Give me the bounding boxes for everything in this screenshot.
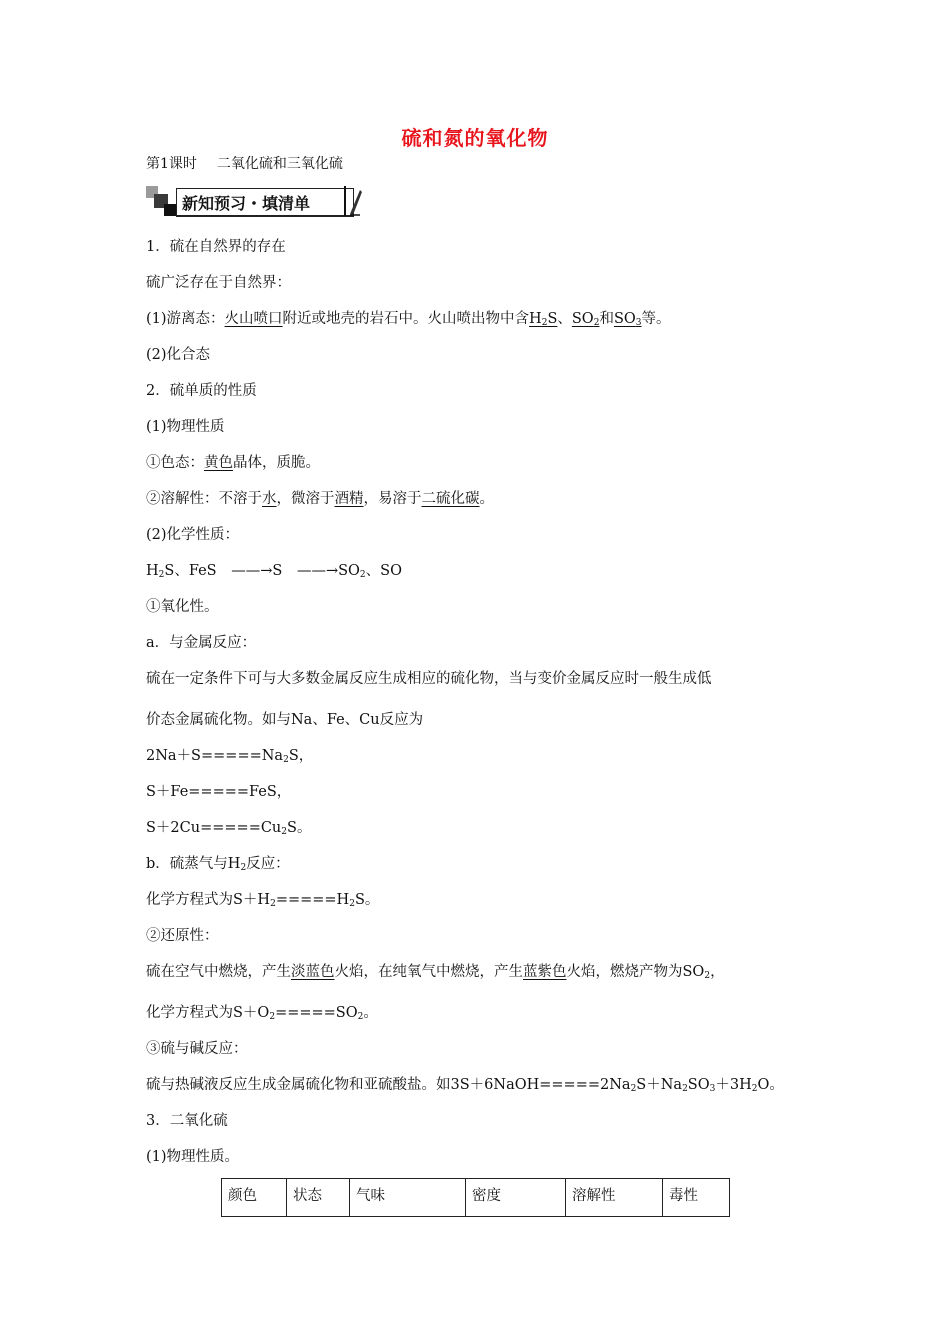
s3-physical: (1)物理性质。 <box>146 1149 240 1165</box>
table-header-cell: 颜色 <box>222 1179 287 1217</box>
blank-answer: 酒精 <box>334 491 364 507</box>
s2-metal-desc-2: 价态金属硫化物。如与Na、Fe、Cu反应为 <box>146 712 424 728</box>
s1-intro: 硫广泛存在于自然界： <box>146 275 291 291</box>
table-row <box>222 1179 730 1217</box>
s2-chemical: (2)化学性质： <box>146 527 240 543</box>
blank-answer-so2: $SO_2$ <box>571 311 600 328</box>
table-header-cell: 毒性 <box>663 1179 730 1217</box>
section-banner <box>146 184 362 218</box>
page-title: 硫和氮的氧化物 <box>401 126 549 150</box>
arrow-icon: ——→ <box>231 563 273 579</box>
lesson-topic: 二氧化硫和三氧化硫 <box>216 156 343 172</box>
so2-properties-table <box>221 1178 730 1217</box>
s2-metal-desc-1: 硫在一定条件下可与大多数金属反应生成相应的硫化物，当与变价金属反应时一般生成低 <box>146 671 712 687</box>
s2-metal-reaction: a．与金属反应： <box>146 635 257 651</box>
s2-valence-chain: $H_2S$、FeS ——→S $——\to SO_2$、SO <box>146 563 402 580</box>
s1-combined-state: (2)化合态 <box>146 347 211 363</box>
s3-heading: 3．二氧化硫 <box>146 1113 228 1129</box>
lesson-number: 第1课时 <box>146 156 197 172</box>
table-header-cell: 密度 <box>466 1179 566 1217</box>
s1-heading: 1．硫在自然界的存在 <box>146 239 286 255</box>
banner-label: 新知预习・填清单 <box>182 194 311 213</box>
s1-free-state: (1)游离态：火山喷口附近或地壳的岩石中。火山喷出物中含$H_2S$、$SO_2$和$SO_3$等。 <box>146 311 671 328</box>
equation-fe: S＋Fe=====FeS， <box>146 784 292 800</box>
s2-reducing: ②还原性： <box>146 928 219 944</box>
blank-answer-so3: $SO_3$ <box>613 311 642 328</box>
blank-answer: 水 <box>262 491 277 507</box>
blank-answer: 黄色 <box>204 455 233 471</box>
equation-naoh: 硫与热碱液反应生成金属硫化物和亚硫酸盐。如$3S+6NaOH=====2Na_2S+Na_2SO_3+3H_2O$。 <box>146 1077 784 1094</box>
s2-color-state: ①色态：黄色晶体，质脆。 <box>146 455 320 471</box>
blank-answer-h2s: $H_2S$ <box>529 311 558 328</box>
pen-icon <box>342 184 362 218</box>
s2-h2-reaction: b．硫蒸气与$H_2$反应： <box>146 856 290 873</box>
s2-heading: 2．硫单质的性质 <box>146 383 257 399</box>
blank-answer: 蓝紫色 <box>523 964 567 980</box>
s2-oxidizing: ①氧化性。 <box>146 599 219 615</box>
equation-h2: 化学方程式为$S+H_2=====H_2S$。 <box>146 892 380 909</box>
equation-na: $2Na+S=====Na_2S$， <box>146 748 314 765</box>
blank-answer: 二硫化碳 <box>421 491 480 507</box>
s2-physical: (1)物理性质 <box>146 419 225 435</box>
blank-answer: 淡蓝色 <box>291 964 335 980</box>
s2-burning: 硫在空气中燃烧，产生淡蓝色火焰，在纯氧气中燃烧，产生蓝紫色火焰，燃烧产物为$SO_2$， <box>146 964 725 981</box>
arrow-icon: ——→ <box>296 563 339 579</box>
banner-decor-squares-icon <box>146 184 180 218</box>
blank-answer: 火山喷口 <box>224 311 283 327</box>
lesson-subtitle <box>146 153 343 173</box>
s2-base-reaction: ③硫与碱反应： <box>146 1041 248 1057</box>
table-header-cell: 溶解性 <box>566 1179 663 1217</box>
equation-cu: $S+2Cu=====Cu_2S$。 <box>146 820 312 837</box>
table-header-cell: 气味 <box>350 1179 466 1217</box>
equation-o2: 化学方程式为$S+O_2=====SO_2$。 <box>146 1005 378 1022</box>
s2-solubility: ②溶解性：不溶于水，微溶于酒精，易溶于二硫化碳。 <box>146 491 494 507</box>
table-header-cell: 状态 <box>287 1179 350 1217</box>
